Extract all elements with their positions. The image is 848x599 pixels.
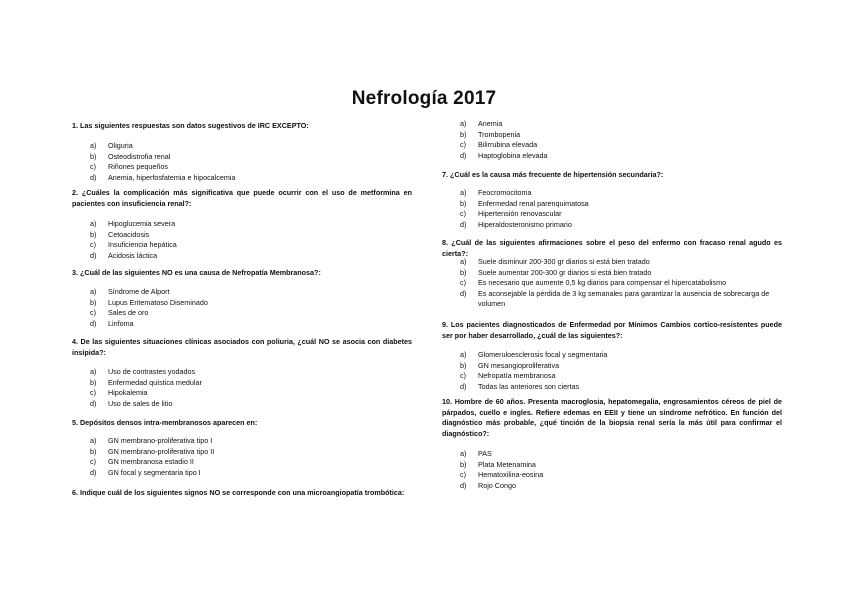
answer-option: [90, 367, 410, 378]
question-7: 7. ¿Cuál es la causa más frecuente de hipertensión secundaria?:: [442, 170, 664, 179]
option-letter: b): [460, 267, 467, 277]
answer-option: [460, 289, 780, 310]
options-question-2: [90, 219, 410, 261]
option-text: Trombopenia: [478, 129, 521, 139]
option-text: Anemia: [478, 119, 503, 128]
option-letter: d): [460, 219, 467, 229]
answer-option: [90, 162, 410, 173]
option-letter: c): [460, 209, 466, 218]
options-question-6: [460, 119, 780, 161]
option-text: Hiperaldosteronismo primario: [478, 219, 572, 229]
answer-option: [90, 399, 410, 410]
option-text: Haptoglobina elevada: [478, 150, 548, 160]
option-letter: d): [90, 398, 97, 408]
option-text: Hematoxilina-eosina: [478, 470, 544, 479]
answer-option: [460, 119, 780, 130]
option-text: GN mesangioproliferativa: [478, 360, 560, 370]
option-text: Nefropatía membranosa: [478, 371, 556, 380]
answer-option: [90, 240, 410, 251]
option-text: Es aconsejable la pérdida de 3 kg semanales para garantizar la ausencia de sobrecarga de volumen: [478, 288, 770, 308]
option-text: Enfermedad quística medular: [108, 377, 202, 387]
question-9: 9. Los pacientes diagnosticados de Enfermedad por Mínimos Cambios cortico-resistentes puede ser por haber desarrollado, ¿cuál de las siguientes?:: [442, 320, 782, 340]
answer-option: [460, 268, 780, 279]
option-letter: b): [90, 297, 97, 307]
question-5: 5. Depósitos densos intra-membranosos aparecen en:: [72, 418, 258, 427]
answer-option: [90, 287, 410, 298]
answer-option: [460, 278, 780, 289]
option-letter: a): [460, 257, 467, 266]
question-1: 1. Las siguientes respuestas son datos sugestivos de IRC EXCEPTO:: [72, 121, 309, 130]
option-text: Insuficiencia hepática: [108, 240, 177, 249]
option-letter: d): [460, 480, 467, 490]
answer-option: [90, 298, 410, 309]
answer-option: [460, 371, 780, 382]
option-text: Todas las anteriores son ciertas: [478, 381, 580, 391]
answer-option: [460, 257, 780, 268]
question-10: 10. Hombre de 60 años. Presenta macroglosia, hepatomegalia, engrosamientos céreos de piel de párpados, cuello e ingles. Refiere edemas en EEII y tiene un síndrome nefrótico. En función del diagnóstico más probable, ¿qué tinción de la biopsia renal sería la más útil para confirmar el diagnóstico?:: [442, 397, 782, 438]
option-text: Rojo Congo: [478, 480, 516, 490]
answer-option: [90, 436, 410, 447]
answer-option: [460, 361, 780, 372]
option-letter: c): [90, 388, 96, 397]
option-letter: b): [90, 151, 97, 161]
option-letter: a): [460, 350, 467, 359]
option-text: Hipoglucemia severa: [108, 219, 176, 228]
option-text: Hipertensión renovascular: [478, 209, 562, 218]
answer-option: [90, 173, 410, 184]
option-text: Sales de oro: [108, 308, 149, 317]
option-text: Linfoma: [108, 318, 134, 328]
option-text: Hipokalemia: [108, 388, 148, 397]
option-letter: a): [460, 449, 467, 458]
answer-option: [90, 308, 410, 319]
answer-option: [460, 140, 780, 151]
question-3: 3. ¿Cuál de las siguientes NO es una causa de Nefropatía Membranosa?:: [72, 268, 321, 277]
options-question-1: [90, 141, 410, 183]
question-6: 6. Indique cuál de los siguientes signos NO se corresponde con una microangiopatía trombótica:: [72, 488, 405, 497]
option-letter: b): [460, 459, 467, 469]
answer-option: [90, 457, 410, 468]
option-letter: c): [460, 278, 466, 287]
option-text: Síndrome de Alport: [108, 287, 170, 296]
option-text: Oliguria: [108, 141, 133, 150]
option-letter: b): [90, 377, 97, 387]
option-letter: d): [460, 150, 467, 160]
option-text: Feocromocitoma: [478, 188, 532, 197]
answer-option: [460, 209, 780, 220]
option-letter: c): [460, 470, 466, 479]
option-letter: b): [460, 198, 467, 208]
option-text: Bilirrubina elevada: [478, 140, 538, 149]
option-letter: d): [460, 381, 467, 391]
option-letter: d): [90, 318, 97, 328]
option-letter: b): [460, 129, 467, 139]
answer-option: [460, 449, 780, 460]
option-text: PAS: [478, 449, 492, 458]
option-letter: a): [90, 436, 97, 445]
option-text: GN membrano-proliferativa tipo II: [108, 446, 215, 456]
options-question-10: [460, 449, 780, 491]
option-text: Cetoacidosis: [108, 229, 150, 239]
answer-option: [90, 319, 410, 330]
answer-option: [460, 199, 780, 210]
option-letter: c): [460, 140, 466, 149]
option-text: Anemia, hiperfosfatemia e hipocalcemia: [108, 172, 236, 182]
option-text: Es necesario que aumente 0,5 kg diarios para compensar el hipercatabolismo: [478, 278, 727, 287]
option-text: Suele aumentar 200-300 gr diarios si está bien tratado: [478, 267, 652, 277]
option-letter: d): [90, 172, 97, 182]
option-letter: a): [460, 119, 467, 128]
options-question-3: [90, 287, 410, 329]
option-text: Plata Metenamina: [478, 459, 536, 469]
option-letter: c): [90, 457, 96, 466]
option-letter: a): [90, 141, 97, 150]
option-text: GN membrano-proliferativa tipo I: [108, 436, 213, 445]
answer-option: [90, 219, 410, 230]
answer-option: [460, 220, 780, 231]
options-question-4: [90, 367, 410, 409]
page-title: Nefrología 2017: [351, 88, 497, 109]
answer-option: [90, 152, 410, 163]
answer-option: [90, 388, 410, 399]
answer-option: [460, 130, 780, 141]
option-text: GN focal y segmentaria tipo I: [108, 467, 201, 477]
answer-option: [90, 468, 410, 479]
option-text: Glomeruloesclerosis focal y segmentaria: [478, 350, 608, 359]
option-letter: d): [460, 288, 467, 298]
option-letter: a): [90, 287, 97, 296]
option-letter: c): [90, 308, 96, 317]
option-letter: a): [460, 188, 467, 197]
option-text: Riñones pequeños: [108, 162, 168, 171]
answer-option: [90, 378, 410, 389]
answer-option: [460, 350, 780, 361]
option-letter: c): [460, 371, 466, 380]
option-text: Osteodistrofia renal: [108, 151, 171, 161]
options-question-8: [460, 257, 780, 310]
answer-option: [460, 382, 780, 393]
answer-option: [460, 470, 780, 481]
answer-option: [460, 151, 780, 162]
answer-option: [90, 447, 410, 458]
answer-option: [460, 188, 780, 199]
option-letter: b): [460, 360, 467, 370]
option-text: Enfermedad renal parenquimatosa: [478, 198, 589, 208]
options-question-7: [460, 188, 780, 230]
option-letter: a): [90, 367, 97, 376]
option-text: Suele disminuir 200-300 gr diarios si está bien tratado: [478, 257, 650, 266]
option-letter: b): [90, 446, 97, 456]
option-letter: c): [90, 240, 96, 249]
answer-option: [460, 481, 780, 492]
answer-option: [460, 460, 780, 471]
option-letter: d): [90, 250, 97, 260]
question-2: 2. ¿Cuáles la complicación más significativa que puede ocurrir con el uso de metformina en pacientes con insuficiencia renal?:: [72, 188, 412, 208]
option-letter: b): [90, 229, 97, 239]
answer-option: [90, 251, 410, 262]
option-text: Uso de contrastes yodados: [108, 367, 196, 376]
option-text: GN membranosa estadio II: [108, 457, 194, 466]
option-text: Lupus Eritematoso Diseminado: [108, 297, 208, 307]
option-letter: d): [90, 467, 97, 477]
option-letter: c): [90, 162, 96, 171]
option-text: Uso de sales de litio: [108, 398, 173, 408]
options-question-9: [460, 350, 780, 392]
question-8: 8. ¿Cuál de las siguientes afirmaciones sobre el peso del enfermo con fracaso renal agudo es cierta?:: [442, 238, 782, 258]
options-question-5: [90, 436, 410, 478]
answer-option: [90, 230, 410, 241]
answer-option: [90, 141, 410, 152]
option-text: Acidosis láctica: [108, 250, 158, 260]
option-letter: a): [90, 219, 97, 228]
question-4: 4. De las siguientes situaciones clínicas asociados con poliuria, ¿cuál NO se asocia con diabetes insípida?:: [72, 337, 412, 357]
